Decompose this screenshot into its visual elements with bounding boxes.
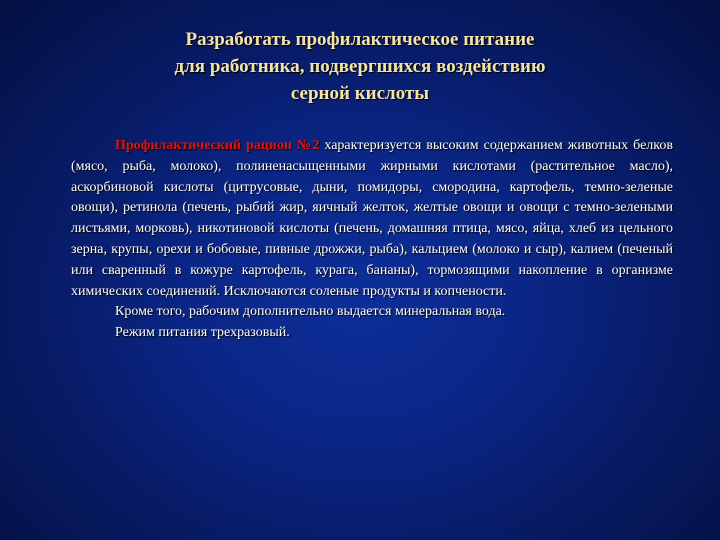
title-line-3: серной кислоты bbox=[290, 83, 430, 104]
main-paragraph bbox=[71, 136, 673, 302]
title-line-2: для работника, подвергшихся воздействию bbox=[174, 56, 546, 77]
slide-body bbox=[71, 136, 673, 344]
mineral-water-line: Кроме того, рабочим дополнительно выдается минеральная вода. bbox=[115, 304, 506, 320]
ration-highlight: Профилактический рацион №2 bbox=[115, 138, 320, 153]
meal-regime-line: Режим питания трехразовый. bbox=[115, 325, 290, 341]
title-line-1: Разработать профилактическое питание bbox=[185, 29, 535, 50]
slide-title bbox=[60, 26, 660, 107]
paragraph-text: характеризуется высоким содержанием животных белков (мясо, рыба, молоко), полиненасыщенными жирными кислотами (растительное масло), аскорбиновой кислоты (цитрусовые, дыни, помидоры, смородина, картофель, темно-зеленые овощи), ретинола (печень, рыбий жир, яичный желток, желтые овощи и овощи с темно-зелеными листьями, морковь), никотиновой кислоты (печень, домашняя птица, мясо, яйца, хлеб из цельного зерна, крупы, орехи и бобовые, пивные дрожжи, рыба), кальцием (молоко и сыр), калием (печеный или сваренный в кожуре картофель, курага, бананы), тормозящими накопление в организме химических соединений. Исключаются соленые продукты и копчености. bbox=[71, 138, 673, 299]
